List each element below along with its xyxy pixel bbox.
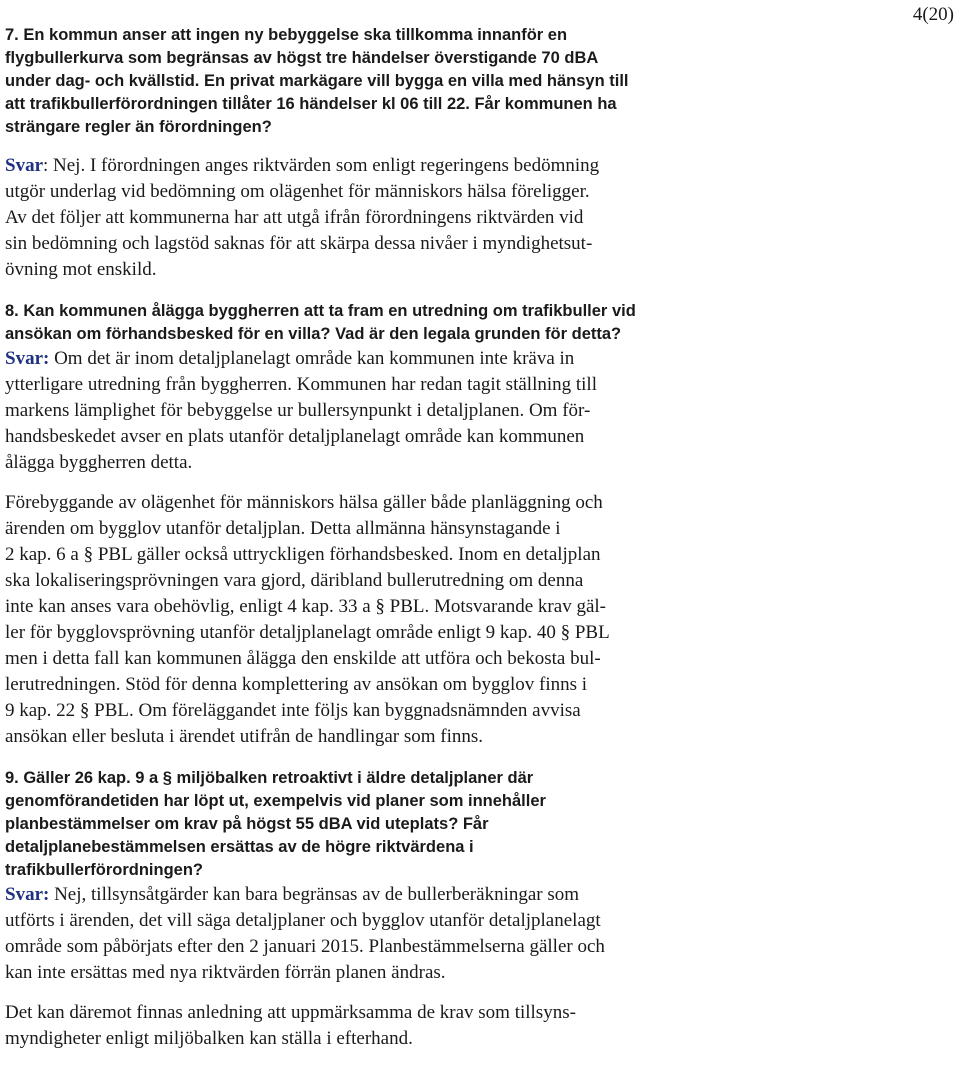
answer-7 [5,153,765,283]
document-body [5,24,765,1052]
page-number: 4(20) [912,4,954,25]
answer-label: Svar: [5,884,50,905]
paragraph-8-extra: Förebyggande av olägenhet för människors hälsa gäller både planläggning och ärenden om bygglov utanför detaljplan. Detta allmänna hänsynstagande i 2 kap. 6 a § PBL gäller också uttryckligen förhandsbesked. Inom en detaljplan ska lokaliseringsprövningen vara gjord, däribland bullerutredning om denna inte kan anses vara obehövlig, enligt 4 kap. 33 a § PBL. Motsvarande krav gäl- ler för bygglovsprövning utanför detaljplanelagt område enligt 9 kap. 40 § PBL men i detta fall kan kommunen ålägga den enskilde att utföra och bekosta bul- lerutredningen. Stöd för denna komplettering av ansökan om bygglov finns i 9 kap. 22 § PBL. Om föreläggandet inte följs kan byggnadsnämnden avvisa ansökan eller besluta i ärendet utifrån de handlingar som finns. [5,492,610,747]
question-7: 7. En kommun anser att ingen ny bebyggelse ska tillkomma innanför en flygbullerkurva som begränsas av högst tre händelser överstigande 70 dBA under dag- och kvällstid. En privat markägare vill bygga en villa med hänsyn till att trafikbullerförordningen tillåter 16 händelser kl 06 till 22. Får kommunen ha strängare regler än förordningen? [5,26,629,136]
answer-label: Svar: [5,348,50,369]
answer-lead: : Nej. [43,155,90,176]
paragraph-9-extra: Det kan däremot finnas anledning att uppmärksamma de krav som tillsyns- myndigheter enligt miljöbalken kan ställa i efterhand. [5,1002,576,1049]
answer-9 [5,882,765,986]
answer-text: Nej, tillsynsåtgärder kan bara begränsas av de bullerberäkningar som utförts i ärenden, det vill säga detaljplaner och bygglov utanför detaljplanelagt område som påbörjats efter den 2 januari 2015. Planbestämmelserna gäller och kan inte ersättas med nya riktvärden förrän planen ändras. [5,884,605,983]
answer-text: Om det är inom detaljplanelagt område kan kommunen inte kräva in ytterligare utredning från byggherren. Kommunen har redan tagit ställning till markens lämplighet för bebyggelse ur bullersynpunkt i detaljplanen. Om för- handsbeskedet avser en plats utanför detaljplanelagt område kan kommunen ålägga byggherren detta. [5,348,597,473]
answer-label: Svar [5,155,43,176]
question-9: 9. Gäller 26 kap. 9 a § miljöbalken retroaktivt i äldre detaljplaner där genomförandetiden har löpt ut, exempelvis vid planer som innehåller planbestämmelser om krav på högst 55 dBA vid uteplats? Får detaljplanebestämmelsen ersättas av de högre riktvärdena i trafikbullerförordningen? [5,769,546,879]
answer-8 [5,346,765,476]
answer-text: I förordningen anges riktvärden som enligt regeringens bedömning utgör underlag vid bedömning om olägenhet för människors hälsa föreligger. Av det följer att kommunerna har att utgå ifrån förordningens riktvärden vid sin bedömning och lagstöd saknas för att skärpa dessa nivåer i myndighetsut- övning mot enskild. [5,155,600,280]
question-8: 8. Kan kommunen ålägga byggherren att ta fram en utredning om trafikbuller vid ansökan om förhandsbesked för en villa? Vad är den legala grunden för detta? [5,302,636,343]
